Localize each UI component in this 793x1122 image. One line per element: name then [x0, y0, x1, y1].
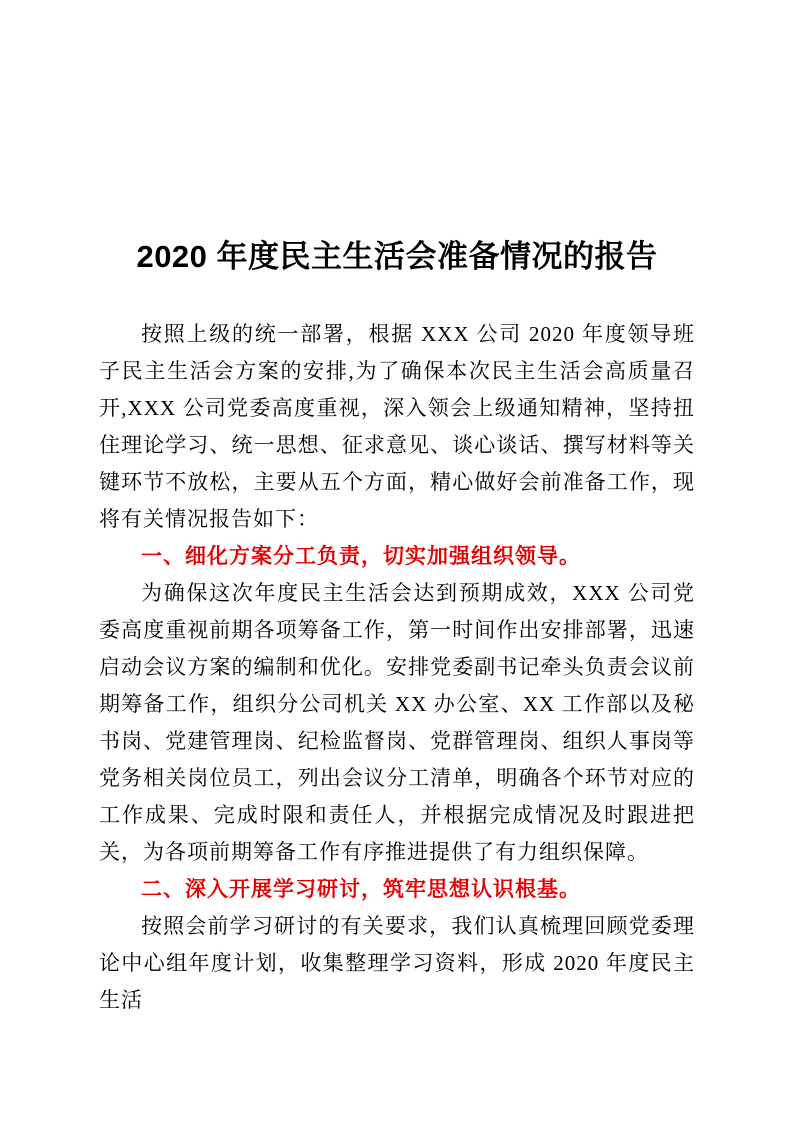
- intro-paragraph: 按照上级的统一部署，根据 XXX 公司 2020 年度领导班子民主生活会方案的安排,为了确保本次民主生活会高质量召开,XXX 公司党委高度重视，深入领会上级通知精神，坚持扭住理论学习、统一思想、征求意见、谈心谈话、撰写材料等关键环节不放松，主要从五个方面，精心做好会前准备工作，现将有关情况报告如下：: [99, 322, 695, 531]
- section-1-heading: 一、细化方案分工负责，切实加强组织领导。: [141, 545, 581, 568]
- section-2-paragraph: 按照会前学习研讨的有关要求，我们认真梳理回顾党委理论中心组年度计划，收集整理学习资料，形成 2020 年度民主生活: [99, 914, 695, 1012]
- section-2-heading: 二、深入开展学习研讨，筑牢思想认识根基。: [141, 878, 581, 901]
- document-title: 2020 年度民主生活会准备情况的报告: [136, 239, 658, 274]
- section-1-paragraph: 为确保这次年度民主生活会达到预期成效，XXX 公司党委高度重视前期各项筹备工作，第一时间作出安排部署，迅速启动会议方案的编制和优化。安排党委副书记牵头负责会议前期筹备工作，组织分公司机关 XX 办公室、XX 工作部以及秘书岗、党建管理岗、纪检监督岗、党群管理岗、组织人事岗等党务相关岗位员工，列出会议分工清单，明确各个环节对应的工作成果、完成时限和责任人，并根据完成情况及时跟进把关，为各项前期筹备工作有序推进提供了有力组织保障。: [99, 581, 695, 864]
